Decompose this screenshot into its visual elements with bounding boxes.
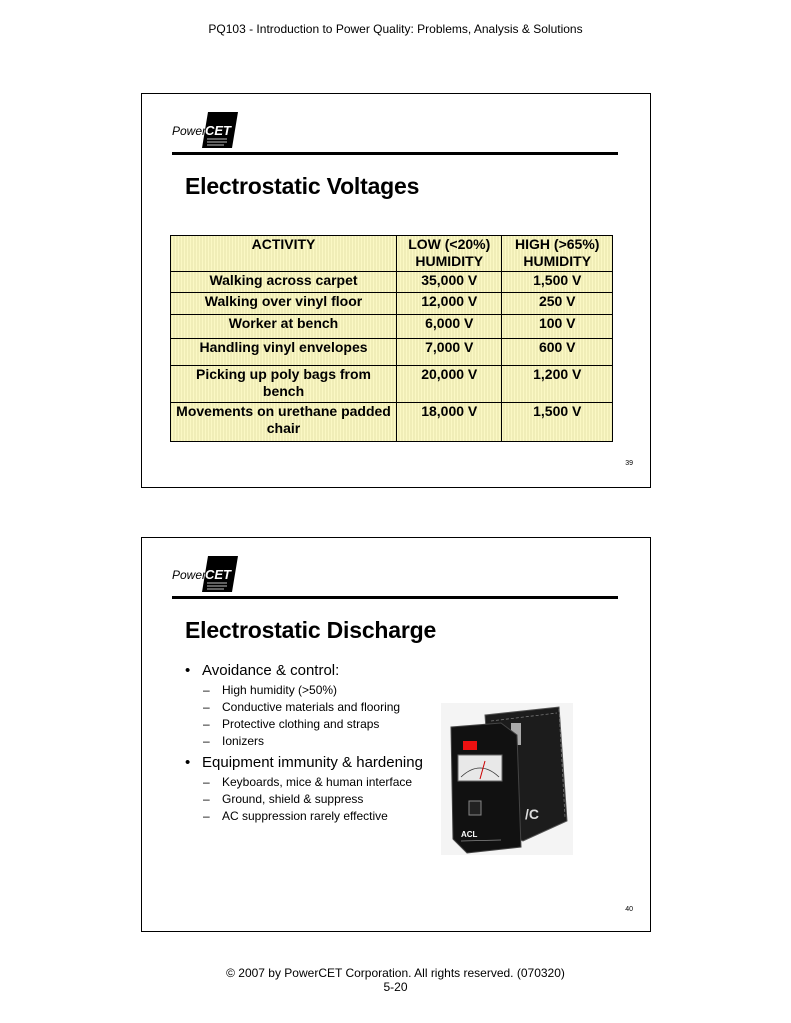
- high-humidity-cell: 1,200 V: [502, 366, 613, 403]
- table-row: [171, 272, 613, 293]
- sub-bullet-item: – Protective clothing and straps: [203, 717, 380, 731]
- svg-text:Power: Power: [172, 124, 207, 138]
- bullet-item: • Equipment immunity & hardening: [185, 754, 423, 771]
- slide-number: 39: [625, 460, 633, 467]
- activity-cell: Walking over vinyl floor: [171, 293, 397, 315]
- slide-number: 40: [625, 906, 633, 913]
- title-rule: [172, 596, 618, 599]
- svg-text:/C: /C: [525, 806, 539, 822]
- bullet-list: [185, 662, 435, 826]
- low-humidity-cell: 35,000 V: [397, 272, 502, 293]
- svg-text:CET: CET: [205, 567, 231, 582]
- slide-title: Electrostatic Discharge: [185, 617, 437, 643]
- static-meter-photo: [441, 703, 573, 855]
- electrostatic-voltages-table: [170, 235, 613, 442]
- table-row: [171, 339, 613, 366]
- activity-cell: Picking up poly bags from bench: [171, 366, 397, 403]
- svg-text:CET: CET: [205, 123, 231, 138]
- bullet-item: • Avoidance & control:: [185, 662, 340, 679]
- activity-cell: Movements on urethane padded chair: [171, 403, 397, 442]
- high-humidity-cell: 100 V: [502, 315, 613, 339]
- low-humidity-cell: 20,000 V: [397, 366, 502, 403]
- table-header-row: [171, 236, 613, 272]
- activity-cell: Handling vinyl envelopes: [171, 339, 397, 366]
- slide-title: Electrostatic Voltages: [185, 173, 420, 199]
- sub-bullet-item: – Ionizers: [203, 734, 265, 748]
- low-humidity-cell: 18,000 V: [397, 403, 502, 442]
- table-row: [171, 403, 613, 442]
- meter-brand-label: ACL: [461, 830, 478, 839]
- slide-40: [141, 537, 651, 932]
- low-humidity-cell: 7,000 V: [397, 339, 502, 366]
- powercet-logo: [172, 554, 242, 594]
- page-footer: [0, 966, 791, 994]
- table-row: [171, 315, 613, 339]
- low-humidity-cell: 6,000 V: [397, 315, 502, 339]
- sub-bullet-item: – AC suppression rarely effective: [203, 809, 388, 823]
- high-humidity-cell: 600 V: [502, 339, 613, 366]
- page-header: PQ103 - Introduction to Power Quality: Problems, Analysis & Solutions: [208, 22, 583, 36]
- copyright-notice: © 2007 by PowerCET Corporation. All rights reserved. (070320): [226, 966, 565, 980]
- activity-cell: Worker at bench: [171, 315, 397, 339]
- title-rule: [172, 152, 618, 155]
- static-meter-illustration: [441, 703, 573, 855]
- table-row: [171, 293, 613, 315]
- sub-bullet-item: – Ground, shield & suppress: [203, 792, 364, 806]
- column-header-high-humidity: HIGH (>65%) HUMIDITY: [502, 236, 613, 272]
- column-header-low-humidity: LOW (<20%) HUMIDITY: [397, 236, 502, 272]
- high-humidity-cell: 250 V: [502, 293, 613, 315]
- high-humidity-cell: 1,500 V: [502, 403, 613, 442]
- low-humidity-cell: 12,000 V: [397, 293, 502, 315]
- page-number: 5-20: [383, 980, 408, 994]
- sub-bullet-item: – High humidity (>50%): [203, 683, 338, 697]
- column-header-activity: ACTIVITY: [171, 236, 397, 272]
- high-humidity-cell: 1,500 V: [502, 272, 613, 293]
- sub-bullet-item: – Conductive materials and flooring: [203, 700, 401, 714]
- activity-cell: Walking across carpet: [171, 272, 397, 293]
- powercet-logo: [172, 110, 242, 150]
- table-row: [171, 366, 613, 403]
- slide-39: [141, 93, 651, 488]
- sub-bullet-item: – Keyboards, mice & human interface: [203, 775, 413, 789]
- svg-text:Power: Power: [172, 568, 207, 582]
